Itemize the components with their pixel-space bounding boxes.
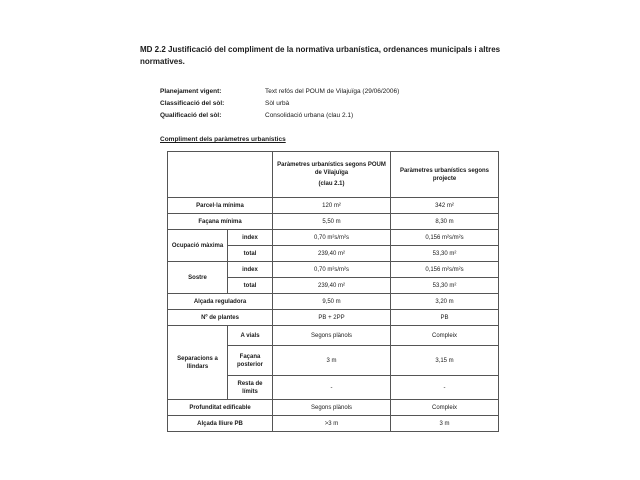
table-row	[168, 198, 499, 214]
info-value: Sòl urbà	[265, 100, 290, 107]
header-projecte: Paràmetres urbanístics segons projecte	[391, 152, 499, 198]
value-projecte: 53,30 m²	[391, 278, 499, 294]
table-row	[168, 294, 499, 310]
sub-label: A vials	[228, 326, 273, 346]
value-projecte: Compleix	[391, 326, 499, 346]
document-heading: MD 2.2 Justificació del compliment de la normativa urbanística, ordenances municipals i altres normatives.	[140, 45, 501, 66]
header-poum-line1: Paràmetres urbanístics segons POUM de Vilajuïga	[277, 162, 386, 176]
sub-label: total	[228, 278, 273, 294]
value-poum: 3 m	[273, 346, 391, 376]
value-poum: 0,70 m²s/m²s	[273, 262, 391, 278]
value-poum: Segons plànols	[273, 400, 391, 416]
value-poum: >3 m	[273, 416, 391, 432]
value-poum: PB + 2PP	[273, 310, 391, 326]
info-label: Classificació del sòl:	[160, 100, 225, 107]
value-projecte: Compleix	[391, 400, 499, 416]
info-label: Qualificació del sòl:	[160, 112, 222, 119]
row-label: Façana mínima	[168, 214, 273, 230]
value-poum: -	[273, 376, 391, 400]
table-row	[168, 310, 499, 326]
value-projecte: 3,20 m	[391, 294, 499, 310]
value-projecte: 3 m	[391, 416, 499, 432]
header-empty-cell	[168, 152, 273, 198]
row-label: Alçada reguladora	[168, 294, 273, 310]
table-row	[168, 262, 499, 278]
value-projecte: 53,30 m²	[391, 246, 499, 262]
info-label: Planejament vigent:	[160, 88, 222, 95]
header-poum	[273, 152, 391, 198]
value-poum: Segons plànols	[273, 326, 391, 346]
value-poum: 120 m²	[273, 198, 391, 214]
row-label: Nº de plantes	[168, 310, 273, 326]
table-row	[168, 214, 499, 230]
table-row	[168, 326, 499, 346]
sub-label: Façana posterior	[228, 346, 273, 376]
sub-label: index	[228, 262, 273, 278]
row-label: Alçada lliure PB	[168, 416, 273, 432]
row-label: Parcel·la mínima	[168, 198, 273, 214]
value-projecte: 0,156 m²s/m²s	[391, 230, 499, 246]
value-poum: 239,40 m²	[273, 246, 391, 262]
value-poum: 9,50 m	[273, 294, 391, 310]
info-value: Consolidació urbana (clau 2.1)	[265, 112, 354, 119]
row-label: Profunditat edificable	[168, 400, 273, 416]
table-header-row	[168, 152, 499, 198]
value-projecte: PB	[391, 310, 499, 326]
value-projecte: -	[391, 376, 499, 400]
table-row	[168, 400, 499, 416]
info-value: Text refós del POUM de Vilajuïga (29/06/2006)	[265, 88, 400, 95]
value-projecte: 342 m²	[391, 198, 499, 214]
table-row	[168, 230, 499, 246]
value-projecte: 8,30 m	[391, 214, 499, 230]
row-label: Ocupació màxima	[168, 230, 228, 262]
table-row	[168, 416, 499, 432]
row-label: Separacions a llindars	[168, 326, 228, 400]
row-label: Sostre	[168, 262, 228, 294]
sub-label: Resta de límits	[228, 376, 273, 400]
header-poum-line2: (clau 2.1)	[318, 181, 345, 187]
value-projecte: 3,15 m	[391, 346, 499, 376]
value-poum: 239,40 m²	[273, 278, 391, 294]
value-poum: 5,50 m	[273, 214, 391, 230]
value-poum: 0,70 m²s/m²s	[273, 230, 391, 246]
value-projecte: 0,156 m²s/m²s	[391, 262, 499, 278]
sub-label: total	[228, 246, 273, 262]
section-subtitle: Compliment dels paràmetres urbanístics	[160, 136, 286, 143]
sub-label: index	[228, 230, 273, 246]
parameters-table	[167, 151, 499, 432]
